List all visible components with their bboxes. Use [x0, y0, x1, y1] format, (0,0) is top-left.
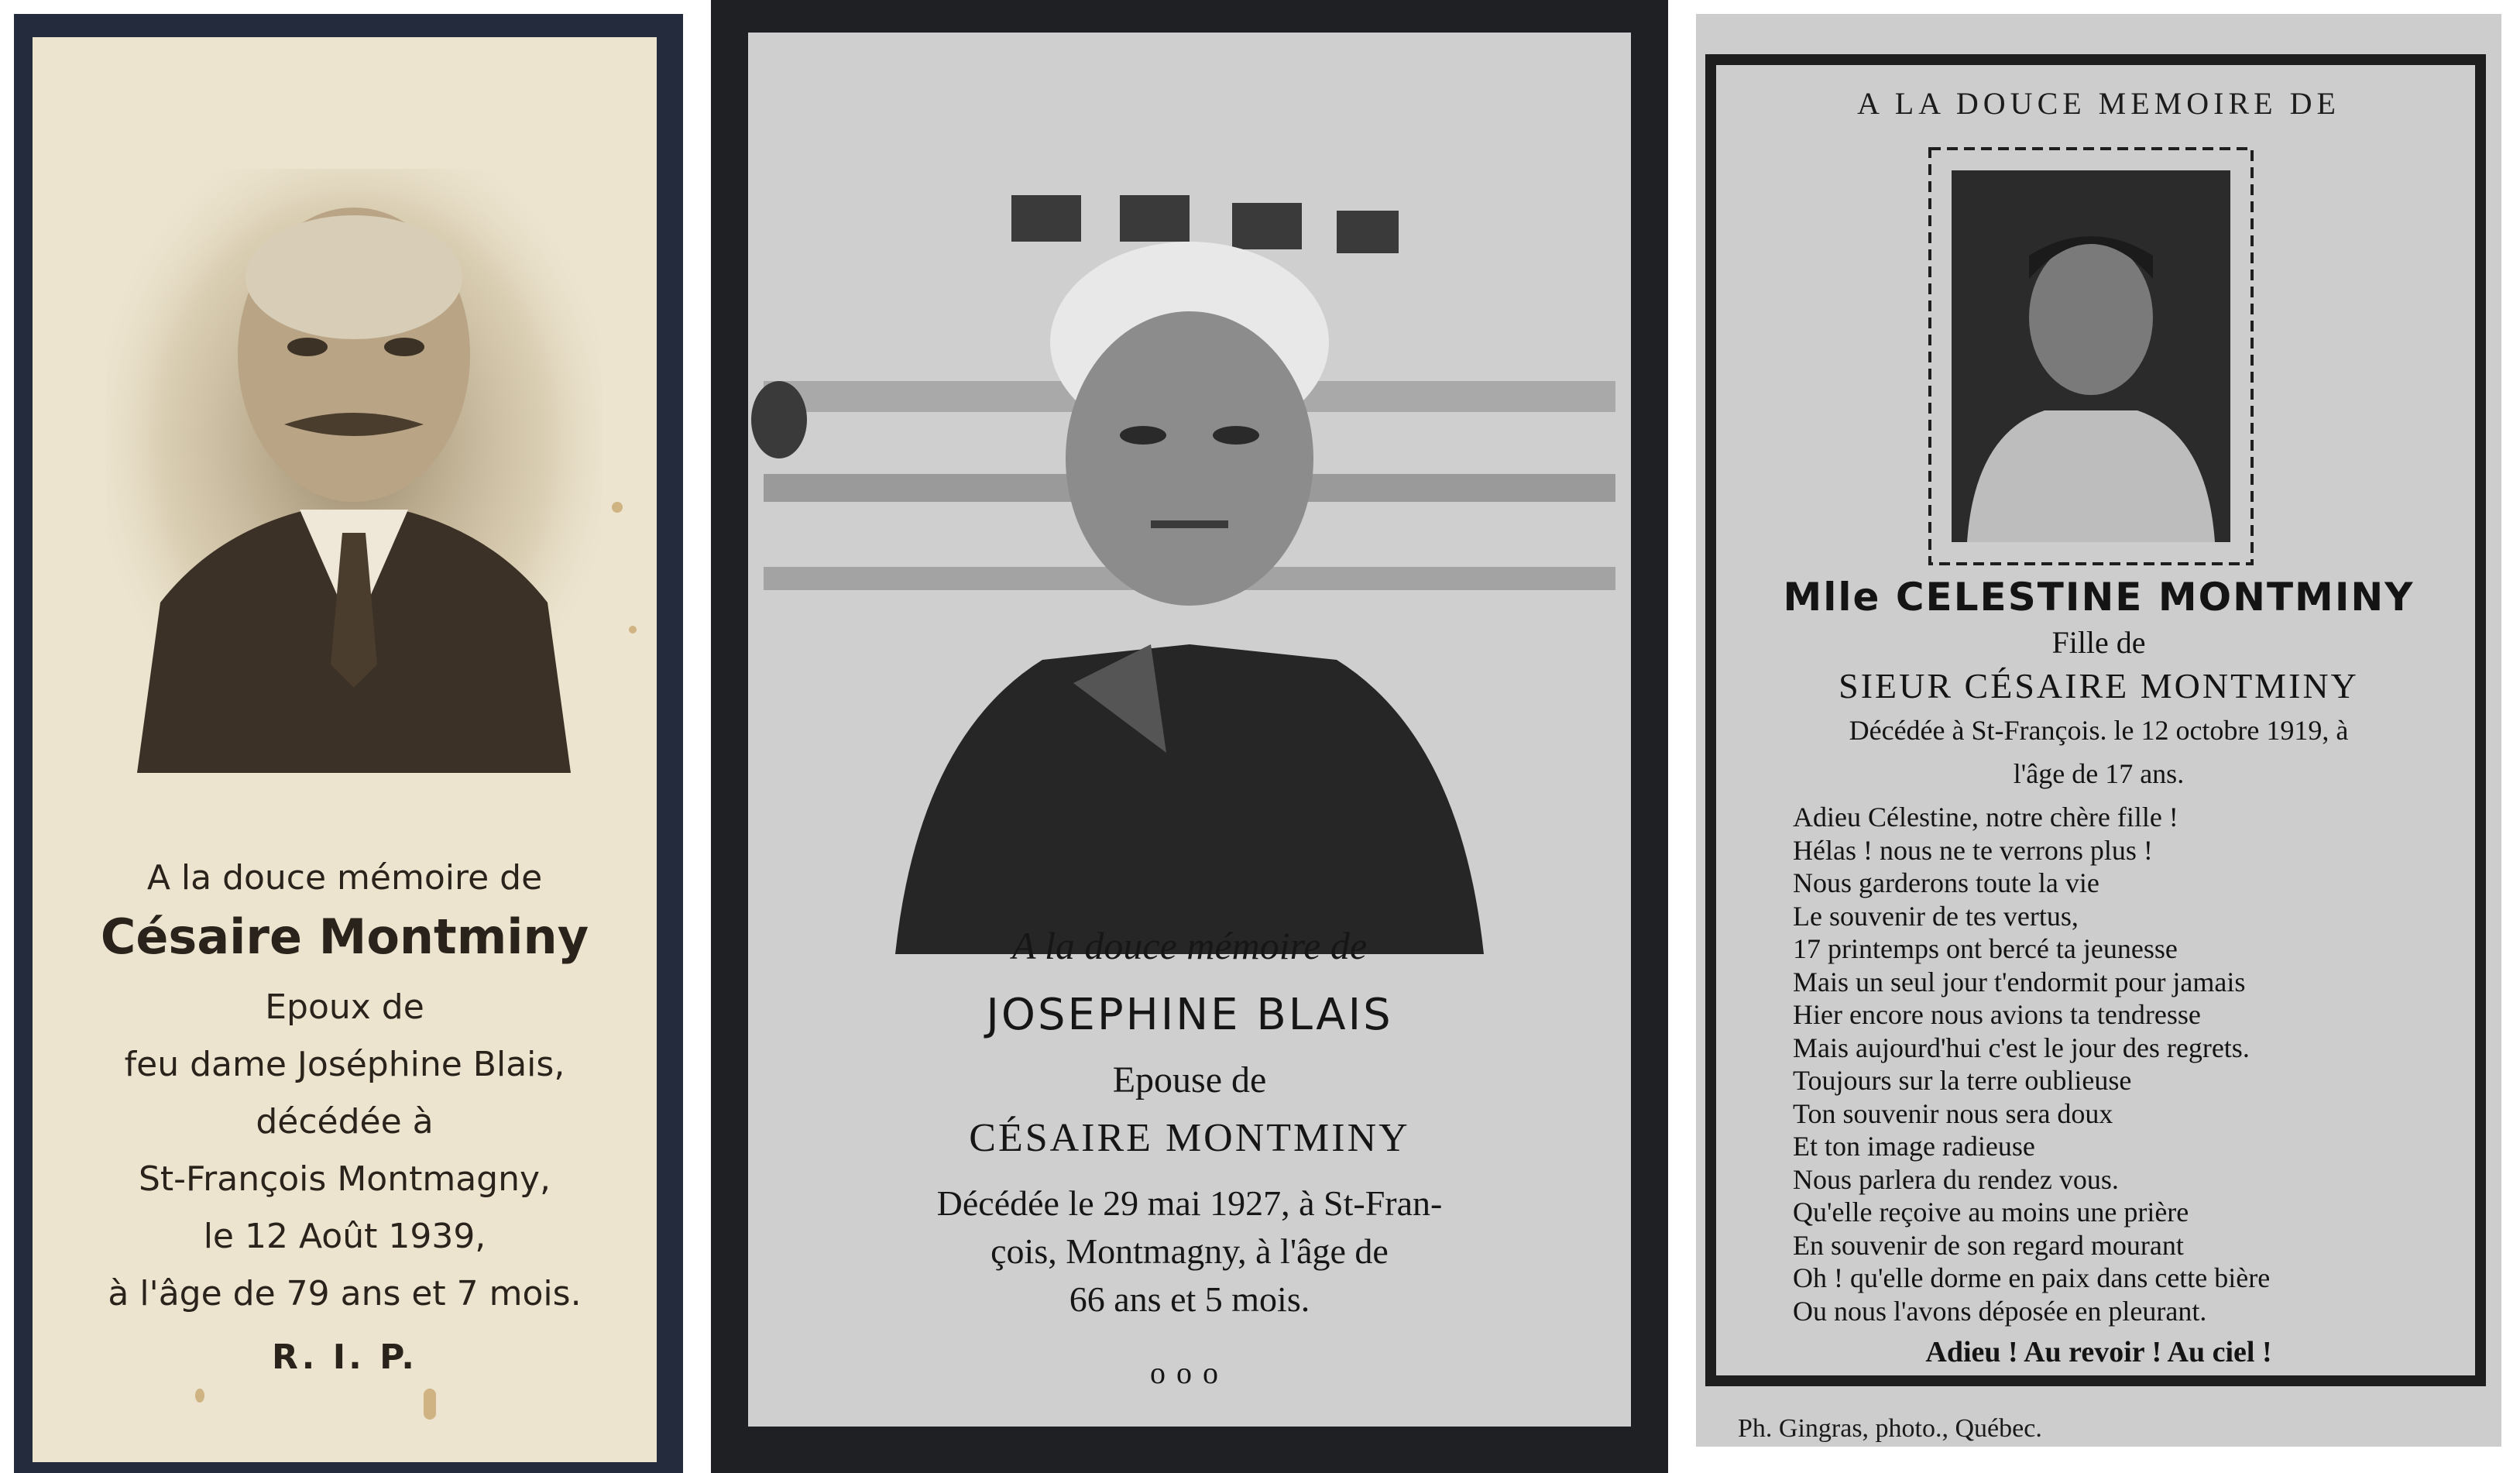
card-paper: [1696, 14, 2501, 1447]
poem-line: Oh ! qu'elle dorme en paix dans cette bière: [1793, 1262, 2271, 1293]
inscription-line: feu dame Joséphine Blais,: [124, 1045, 565, 1084]
poem-line: Mais aujourd'hui c'est le jour des regrets.: [1793, 1032, 2250, 1063]
poem-line: Nous parlera du rendez vous.: [1793, 1163, 2119, 1195]
card-inscription: [1696, 575, 2501, 1369]
death-line: l'âge de 17 ans.: [2013, 758, 2185, 789]
intro-text: A la douce mémoire de: [1011, 924, 1368, 967]
memorial-card-cesaire: [14, 14, 683, 1473]
inscription-line: St-François Montmagny,: [138, 1159, 551, 1199]
foxing-spot: [195, 1389, 204, 1403]
card-paper: [33, 37, 657, 1462]
foxing-spot: [629, 626, 637, 633]
deceased-name: JOSEPHINE BLAIS: [986, 990, 1393, 1040]
deceased-name: Césaire Montminy: [100, 908, 589, 965]
poem-line: 17 printemps ont bercé ta jeunesse: [1793, 933, 2178, 964]
poem-line: Toujours sur la terre oublieuse: [1793, 1065, 2132, 1096]
portrait-photo-cesaire: [106, 169, 602, 773]
poem: [1696, 801, 2501, 1327]
father-name: SIEUR CÉSAIRE MONTMINY: [1839, 666, 2359, 706]
foxing-spot: [424, 1389, 436, 1420]
inscription-line: le 12 Août 1939,: [203, 1217, 486, 1256]
death-line: Décédée le 29 mai 1927, à St-Fran-: [936, 1183, 1443, 1223]
death-line: çois, Montmagny, à l'âge de: [990, 1231, 1389, 1271]
relation-text: Epouse de: [1112, 1059, 1267, 1100]
inscription-line: à l'âge de 79 ans et 7 mois.: [108, 1274, 582, 1313]
relation-text: Fille de: [2051, 625, 2146, 660]
header-text: A LA DOUCE MEMOIRE DE: [1857, 86, 2340, 121]
memorial-card-josephine: [711, 0, 1668, 1473]
farewell-text: Adieu ! Au revoir ! Au ciel !: [1925, 1336, 2272, 1368]
poem-line: Adieu Célestine, notre chère fille !: [1793, 802, 2178, 833]
poem-line: Et ton image radieuse: [1793, 1131, 2035, 1162]
memorial-card-celestine: [1696, 14, 2520, 1473]
photo-credit: Ph. Gingras, photo., Québec.: [1738, 1414, 2042, 1443]
death-line: Décédée à St-François. le 12 octobre 1919, à: [1849, 715, 2349, 746]
spouse-name: CÉSAIRE MONTMINY: [969, 1116, 1410, 1160]
poem-line: Le souvenir de tes vertus,: [1793, 900, 2079, 932]
card-inscription: [748, 923, 1631, 1391]
ornament-dots: ooo: [1150, 1355, 1229, 1390]
intro-text: A la douce mémoire de: [146, 858, 543, 898]
poem-line: Mais un seul jour t'endormit pour jamais: [1793, 966, 2246, 997]
portrait-photo-celestine: [1921, 139, 2261, 573]
poem-line: Hélas ! nous ne te verrons plus !: [1793, 834, 2153, 866]
poem-line: Qu'elle reçoive au moins une prière: [1793, 1197, 2189, 1228]
portrait-photo-josephine: [748, 149, 1631, 954]
poem-line: Nous garderons toute la vie: [1793, 867, 2099, 898]
card-paper: [748, 33, 1631, 1427]
poem-line: Ou nous l'avons déposée en pleurant.: [1793, 1295, 2207, 1327]
death-line: 66 ans et 5 mois.: [1069, 1279, 1310, 1319]
poem-line: En souvenir de son regard mourant: [1793, 1229, 2184, 1261]
deceased-name: Mlle CELESTINE MONTMINY: [1783, 575, 2415, 620]
inscription-line: décédée à: [256, 1102, 434, 1142]
inscription-line: Epoux de: [265, 987, 424, 1027]
card-inscription: [33, 858, 657, 1392]
foxing-spot: [612, 502, 623, 513]
poem-line: Hier encore nous avions ta tendresse: [1793, 999, 2201, 1030]
rip-text: R. I. P.: [271, 1337, 418, 1377]
poem-line: Ton souvenir nous sera doux: [1793, 1097, 2113, 1129]
